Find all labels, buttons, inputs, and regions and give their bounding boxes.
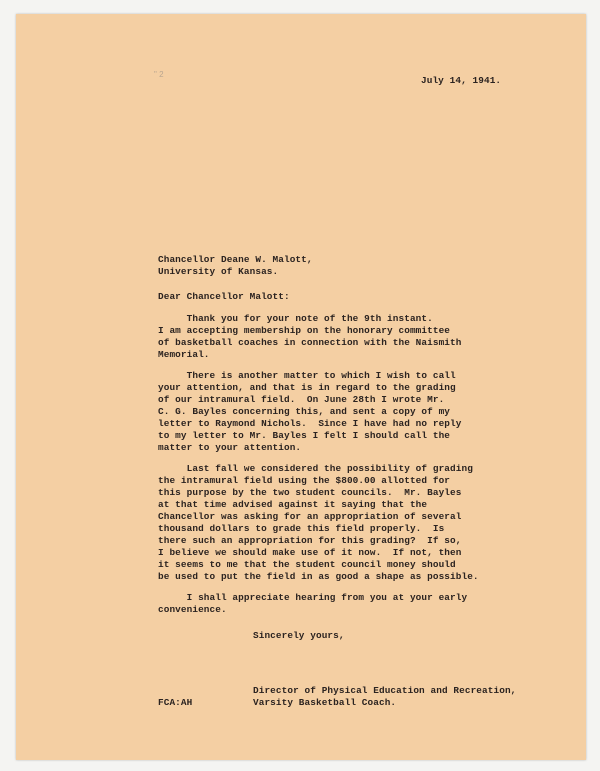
paragraph-3-line: thousand dollars to grade this field properly. Is xyxy=(158,523,445,534)
paragraph-3-line: at that time advised against it saying that the xyxy=(158,499,428,510)
recipient-name: Chancellor Deane W. Malott, xyxy=(158,254,313,265)
paragraph-1-line: of basketball coaches in connection with the Naismith xyxy=(158,337,462,348)
paragraph-4-line: I shall appreciate hearing from you at your early xyxy=(158,592,468,603)
paragraph-3-line: there such an appropriation for this grading? If so, xyxy=(158,535,462,546)
typist-initials: FCA:AH xyxy=(158,697,193,708)
letter-date: July 14, 1941. xyxy=(421,75,502,86)
signature-title: Varsity Basketball Coach. xyxy=(253,697,397,708)
paragraph-2-line: There is another matter to which I wish to call xyxy=(158,370,456,381)
paragraph-1-line: Thank you for your note of the 9th instant. xyxy=(158,313,433,324)
pencil-mark: " 2 xyxy=(154,70,164,79)
paragraph-3-line: Last fall we considered the possibility of grading xyxy=(158,463,473,474)
paragraph-1-line: I am accepting membership on the honorary committee xyxy=(158,325,451,336)
paragraph-2-line: letter to Raymond Nichols. Since I have had no reply xyxy=(158,418,462,429)
paragraph-2-line: matter to your attention. xyxy=(158,442,302,453)
paragraph-2-line: your attention, and that is in regard to the grading xyxy=(158,382,456,393)
paragraph-2-line: to my letter to Mr. Bayles I felt I should call the xyxy=(158,430,451,441)
paragraph-3-line: it seems to me that the student council money should xyxy=(158,559,456,570)
paragraph-1-line: Memorial. xyxy=(158,349,210,360)
closing: Sincerely yours, xyxy=(253,630,345,641)
paragraph-2-line: of our intramural field. On June 28th I wrote Mr. xyxy=(158,394,445,405)
recipient-institution: University of Kansas. xyxy=(158,266,279,277)
paragraph-2-line: C. G. Bayles concerning this, and sent a copy of my xyxy=(158,406,451,417)
paragraph-3-line: I believe we should make use of it now. If not, then xyxy=(158,547,462,558)
paragraph-4-line: convenience. xyxy=(158,604,227,615)
paragraph-3-line: Chancellor was asking for an appropriation of several xyxy=(158,511,462,522)
paragraph-3-line: this purpose by the two student councils. Mr. Bayles xyxy=(158,487,462,498)
signature-title: Director of Physical Education and Recreation, xyxy=(253,685,517,696)
salutation: Dear Chancellor Malott: xyxy=(158,291,290,302)
paragraph-3-line: the intramural field using the $800.00 allotted for xyxy=(158,475,451,486)
paragraph-3-line: be used to put the field in as good a shape as possible. xyxy=(158,571,479,582)
